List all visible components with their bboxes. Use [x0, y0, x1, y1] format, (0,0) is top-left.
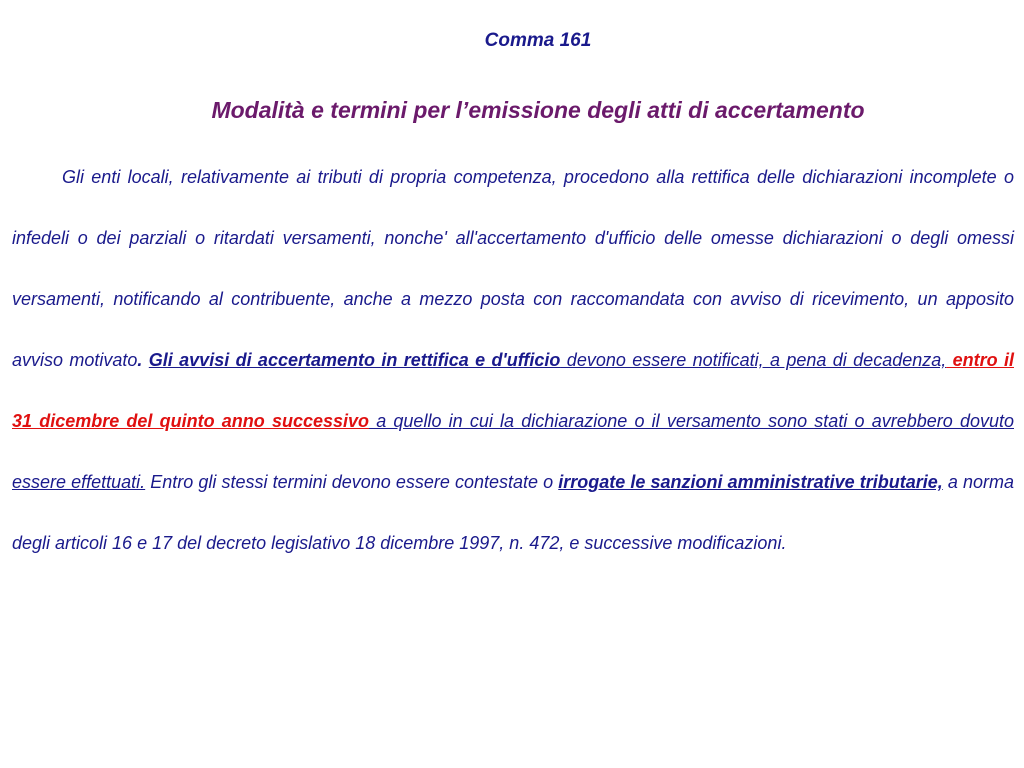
contestate-text: Entro gli stessi termini devono essere contestate o — [145, 472, 559, 492]
deadline-highlight: entro il 31 dicembre del quinto anno successivo — [12, 350, 1014, 431]
avvisi-highlight: Gli avvisi di accertamento in rettifica e d'ufficio — [148, 350, 561, 370]
slide-title: Modalità e termini per l’emissione degli atti di accertamento — [211, 97, 865, 123]
decreto-text: a norma degli articoli 16 e 17 del decreto legislativo 18 dicembre 1997, n. 472, e successive modificazioni. — [12, 472, 1014, 553]
versamento-text: a quello in cui la dichiarazione o il versamento sono stati o avrebbero dovuto essere effettuati. — [12, 411, 1014, 492]
sanzioni-highlight: irrogate le sanzioni amministrative tributarie, — [558, 472, 943, 492]
comma-label: Comma 161 — [484, 30, 592, 51]
body-period: . — [137, 350, 149, 370]
body-text-intro: Gli enti locali, relativamente ai tributi di propria competenza, procedono alla rettifica delle dichiarazioni incomplete o infedeli o dei parziali o ritardati versamenti, nonche' all'accertamento d'ufficio delle omesse dichiarazioni o degli omessi versamenti, notificando al contribuente, anche a mezzo posta con raccomandata con avviso di ricevimento, un apposito avviso motivato — [12, 167, 1014, 370]
notifica-text: devono essere notificati, a pena di decadenza, — [560, 350, 947, 370]
body-paragraph — [12, 147, 1014, 574]
